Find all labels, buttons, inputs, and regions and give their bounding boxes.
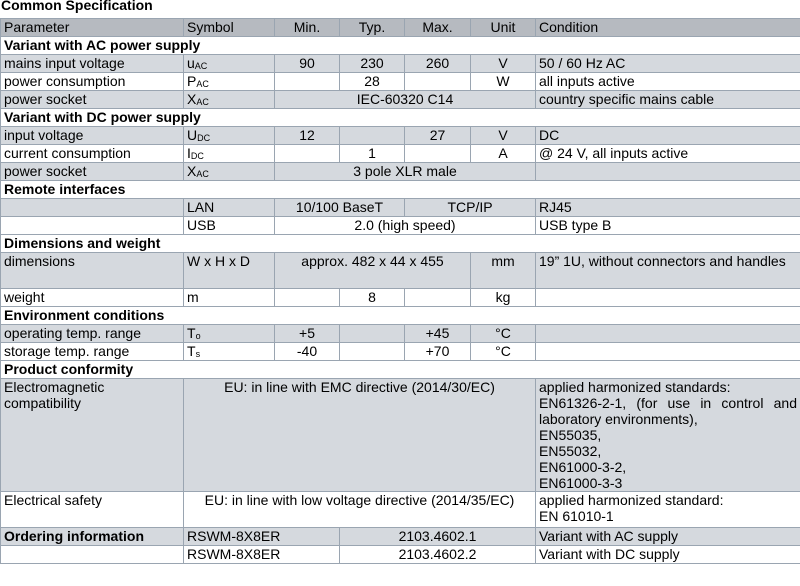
section-row bbox=[1, 361, 800, 379]
min-cell: -40 bbox=[275, 343, 340, 361]
max-cell: +70 bbox=[405, 343, 471, 361]
lan-speed-cell: 10/100 BaseT bbox=[275, 199, 405, 217]
section-conformity-title: Product conformity bbox=[1, 361, 800, 379]
table-row bbox=[1, 73, 800, 91]
param-cell bbox=[1, 199, 184, 217]
table-row bbox=[1, 343, 800, 361]
param-cell: operating temp. range bbox=[1, 325, 184, 343]
lan-protocol-cell: TCP/IP bbox=[405, 199, 536, 217]
unit-cell: °C bbox=[471, 325, 536, 343]
order-number-cell: 2103.4602.1 bbox=[340, 528, 536, 546]
symbol-cell: m bbox=[184, 289, 275, 307]
condition-cell: country specific mains cable bbox=[536, 91, 800, 109]
value-cell: EU: in line with low voltage directive (2014/35/EC) bbox=[184, 492, 536, 528]
condition-cell: @ 24 V, all inputs active bbox=[536, 145, 800, 163]
value-cell: 3 pole XLR male bbox=[275, 163, 536, 181]
unit-cell: V bbox=[471, 127, 536, 145]
max-cell bbox=[405, 73, 471, 91]
condition-cell bbox=[536, 163, 800, 181]
section-row bbox=[1, 37, 800, 55]
condition-cell: all inputs active bbox=[536, 73, 800, 91]
table-row bbox=[1, 217, 800, 235]
min-cell: +5 bbox=[275, 325, 340, 343]
condition-line: EN61326-2-1, (for use in control and laboratory environments), bbox=[539, 395, 797, 427]
table-row bbox=[1, 145, 800, 163]
value-cell: IEC-60320 C14 bbox=[275, 91, 536, 109]
condition-line: applied harmonized standard: bbox=[539, 492, 724, 508]
header-min: Min. bbox=[275, 19, 340, 37]
condition-cell bbox=[536, 379, 800, 492]
param-cell: mains input voltage bbox=[1, 55, 184, 73]
param-cell bbox=[1, 546, 184, 564]
condition-cell: USB type B bbox=[536, 217, 800, 235]
section-row bbox=[1, 109, 800, 127]
condition-cell: 19” 1U, without connectors and handles bbox=[536, 253, 800, 289]
condition-cell: DC bbox=[536, 127, 800, 145]
symbol-cell: $T_s$ bbox=[184, 343, 275, 361]
symbol-cell: W x H x D bbox=[184, 253, 275, 289]
condition-cell bbox=[536, 289, 800, 307]
section-row bbox=[1, 307, 800, 325]
value-cell: 2.0 (high speed) bbox=[275, 217, 536, 235]
condition-line: EN 61010-1 bbox=[539, 508, 614, 524]
section-environment-title: Environment conditions bbox=[1, 307, 800, 325]
condition-line: EN55035, bbox=[539, 427, 602, 443]
typ-cell: 230 bbox=[340, 55, 405, 73]
condition-cell bbox=[536, 492, 800, 528]
param-cell: power consumption bbox=[1, 73, 184, 91]
symbol-cell: $X_{AC}$ bbox=[184, 163, 275, 181]
max-cell: 260 bbox=[405, 55, 471, 73]
param-cell: storage temp. range bbox=[1, 343, 184, 361]
table-row bbox=[1, 163, 800, 181]
typ-cell bbox=[340, 127, 405, 145]
section-row bbox=[1, 235, 800, 253]
symbol-cell: $P_{AC}$ bbox=[184, 73, 275, 91]
table-row bbox=[1, 379, 800, 492]
min-cell bbox=[275, 145, 340, 163]
table-row bbox=[1, 199, 800, 217]
table-row bbox=[1, 325, 800, 343]
typ-cell: 28 bbox=[340, 73, 405, 91]
model-cell: RSWM-8X8ER bbox=[184, 528, 340, 546]
header-max: Max. bbox=[405, 19, 471, 37]
section-dc-title: Variant with DC power supply bbox=[1, 109, 800, 127]
symbol-cell: $U_{DC}$ bbox=[184, 127, 275, 145]
param-cell: input voltage bbox=[1, 127, 184, 145]
table-row bbox=[1, 91, 800, 109]
typ-cell bbox=[340, 325, 405, 343]
header-unit: Unit bbox=[471, 19, 536, 37]
model-cell: RSWM-8X8ER bbox=[184, 546, 340, 564]
header-parameter: Parameter bbox=[1, 19, 184, 37]
section-ordering-title: Ordering information bbox=[1, 528, 184, 546]
table-row bbox=[1, 492, 800, 528]
spec-table bbox=[0, 18, 800, 564]
condition-cell bbox=[536, 325, 800, 343]
header-typ: Typ. bbox=[340, 19, 405, 37]
section-remote-title: Remote interfaces bbox=[1, 181, 800, 199]
section-dimensions-title: Dimensions and weight bbox=[1, 235, 800, 253]
typ-cell bbox=[340, 343, 405, 361]
min-cell bbox=[275, 289, 340, 307]
unit-cell: A bbox=[471, 145, 536, 163]
typ-cell: 8 bbox=[340, 289, 405, 307]
table-row bbox=[1, 546, 800, 564]
condition-cell bbox=[536, 343, 800, 361]
section-row bbox=[1, 181, 800, 199]
unit-cell: V bbox=[471, 55, 536, 73]
symbol-cell: $I_{DC}$ bbox=[184, 145, 275, 163]
symbol-cell: USB bbox=[184, 217, 275, 235]
table-row bbox=[1, 253, 800, 289]
unit-cell: W bbox=[471, 73, 536, 91]
header-row bbox=[1, 19, 800, 37]
variant-cell: Variant with AC supply bbox=[536, 528, 800, 546]
param-cell bbox=[1, 217, 184, 235]
condition-line: applied harmonized standards: bbox=[539, 379, 731, 395]
variant-cell: Variant with DC supply bbox=[536, 546, 800, 564]
table-row bbox=[1, 289, 800, 307]
min-cell: 12 bbox=[275, 127, 340, 145]
condition-line: EN61000-3-3 bbox=[539, 475, 623, 491]
symbol-cell: $T_o$ bbox=[184, 325, 275, 343]
value-cell: EU: in line with EMC directive (2014/30/EC) bbox=[184, 379, 536, 492]
max-cell bbox=[405, 289, 471, 307]
section-ac-title: Variant with AC power supply bbox=[1, 37, 800, 55]
value-cell: approx. 482 x 44 x 455 bbox=[275, 253, 471, 289]
header-condition: Condition bbox=[536, 19, 800, 37]
symbol-cell: $u_{AC}$ bbox=[184, 55, 275, 73]
param-cell: power socket bbox=[1, 163, 184, 181]
param-cell: Electrical safety bbox=[1, 492, 184, 528]
condition-cell: RJ45 bbox=[536, 199, 800, 217]
typ-cell: 1 bbox=[340, 145, 405, 163]
condition-cell: 50 / 60 Hz AC bbox=[536, 55, 800, 73]
max-cell: 27 bbox=[405, 127, 471, 145]
unit-cell: kg bbox=[471, 289, 536, 307]
max-cell bbox=[405, 145, 471, 163]
table-row bbox=[1, 528, 800, 546]
param-cell: dimensions bbox=[1, 253, 184, 289]
param-cell: Electromagnetic compatibility bbox=[1, 379, 184, 492]
page-title: Common Specification bbox=[1, 0, 153, 13]
table-row bbox=[1, 55, 800, 73]
min-cell bbox=[275, 73, 340, 91]
header-symbol: Symbol bbox=[184, 19, 275, 37]
param-cell: power socket bbox=[1, 91, 184, 109]
unit-cell: mm bbox=[471, 253, 536, 289]
max-cell: +45 bbox=[405, 325, 471, 343]
condition-line: EN55032, bbox=[539, 443, 602, 459]
param-cell: current consumption bbox=[1, 145, 184, 163]
table-row bbox=[1, 127, 800, 145]
symbol-cell: LAN bbox=[184, 199, 275, 217]
unit-cell: °C bbox=[471, 343, 536, 361]
order-number-cell: 2103.4602.2 bbox=[340, 546, 536, 564]
param-cell: weight bbox=[1, 289, 184, 307]
symbol-cell: $X_{AC}$ bbox=[184, 91, 275, 109]
min-cell: 90 bbox=[275, 55, 340, 73]
condition-line: EN61000-3-2, bbox=[539, 459, 627, 475]
